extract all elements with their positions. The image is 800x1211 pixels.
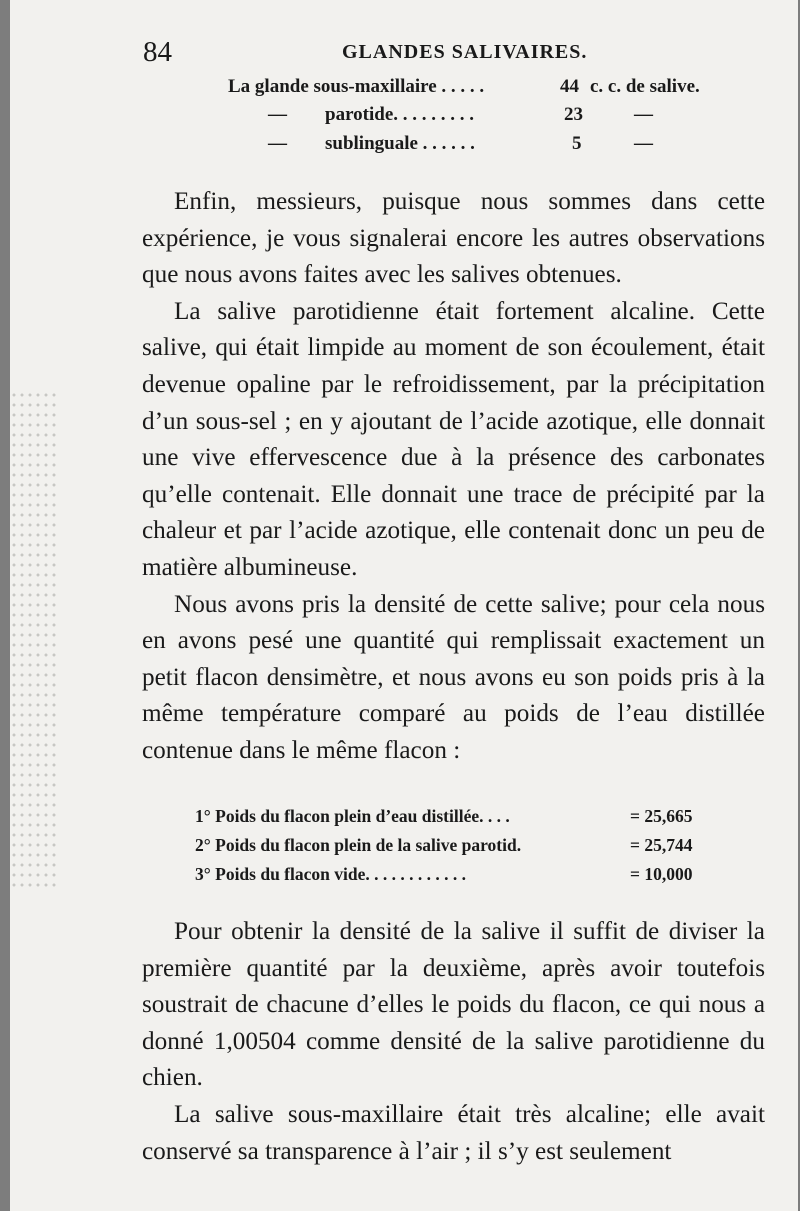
paragraph: La salive parotidienne était fortement alcaline. Cette salive, qui était limpide au moment de son écoulement, était devenue opaline par le refroidissement, par la précipitation d’un sous-sel ; en y ajoutant de l’acide azotique, elle donnait une vive effervescence due à la présence des carbonates qu’elle contenait. Elle donnait une trace de précipité par la chaleur et par l’acide azotique, elle contenait donc un peu de matière albumineuse. — [142, 297, 765, 581]
measurement-row — [195, 835, 755, 864]
measurement-value: = 25,665 — [630, 806, 693, 826]
gland-row-ditto: — — [634, 104, 653, 125]
page-number: 84 — [143, 36, 172, 68]
paragraph: Enfin, messieurs, puisque nous sommes dans cette expérience, je vous signalerai encore les autres observations que nous avons faites avec les salives obtenues. — [142, 188, 765, 289]
gland-row-dash: — — [268, 104, 287, 125]
measurement-row — [195, 864, 755, 893]
gland-row-ditto: — — [634, 133, 653, 154]
measurement-row — [195, 806, 755, 835]
book-page — [10, 0, 798, 1211]
gland-row-label: La glande sous-maxillaire . . . . . — [228, 76, 485, 97]
gland-row-label: parotide. . . . . . . . . — [325, 104, 475, 125]
gland-row-label: sublinguale . . . . . . — [325, 133, 475, 154]
gland-row-value: 5 — [572, 133, 582, 154]
body-text-upper — [142, 184, 765, 770]
paragraph: Pour obtenir la densité de la salive il suffit de diviser la première quantité par la deuxième, après avoir toutefois soustrait de chacune d’elles le poids du flacon, ce qui nous a donné 1,00504 comme densité de la salive parotidienne du chien. — [142, 918, 765, 1092]
gland-row-value: 23 — [564, 104, 583, 125]
paragraph: Nous avons pris la densité de cette salive; pour cela nous en avons pesé une quantité qui remplissait exactement un petit flacon densimètre, et nous avons eu son poids pris à la même température comparé au poids de l’eau distillée contenue dans le même flacon : — [142, 590, 765, 764]
measurement-table — [195, 806, 755, 893]
running-title: GLANDES SALIVAIRES. — [342, 41, 588, 63]
measurement-value: = 10,000 — [630, 864, 693, 884]
page-header — [10, 36, 798, 70]
body-text-lower — [142, 914, 765, 1170]
gland-row-unit: c. c. de salive. — [590, 76, 700, 97]
braille-bleed-texture — [10, 390, 60, 890]
paragraph: La salive sous-maxillaire était très alcaline; elle avait conservé sa transparence à l’air ; il s’y est seulement — [142, 1100, 765, 1165]
measurement-label: 1° Poids du flacon plein d’eau distillée. . . . — [195, 806, 510, 826]
measurement-label: 2° Poids du flacon plein de la salive parotid. — [195, 835, 522, 855]
gland-row-value: 44 — [560, 76, 579, 97]
gland-row-dash: — — [268, 133, 287, 154]
measurement-value: = 25,744 — [630, 835, 693, 855]
measurement-label: 3° Poids du flacon vide. . . . . . . . . . . . — [195, 864, 466, 884]
